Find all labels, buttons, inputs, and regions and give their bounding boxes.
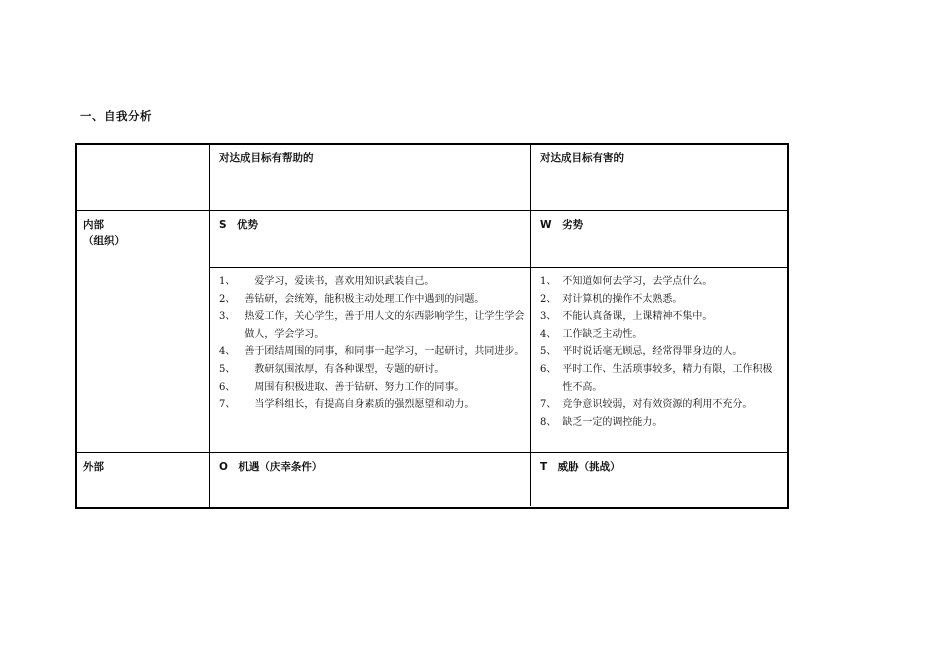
list-item — [540, 343, 780, 361]
row-label-external: 外部 — [83, 461, 104, 473]
list-item-text: 善钻研，会统筹，能积极主动处理工作中遇到的问题。 — [244, 293, 485, 305]
list-item — [540, 414, 780, 432]
header-harmful: 对达成目标有害的 — [540, 152, 624, 164]
list-item-text: 热爱工作，关心学生，善于用人文的东西影响学生，让学生学会做人，学会学习。 — [244, 311, 525, 340]
strengths-label: S 优势 — [219, 219, 259, 231]
list-item-number: 2、 — [540, 293, 557, 305]
list-item-number: 8、 — [540, 416, 557, 428]
weaknesses-list — [540, 273, 780, 431]
table-row-divider-1 — [77, 210, 787, 211]
list-item — [540, 326, 780, 344]
list-item-number: 2、 — [219, 293, 236, 305]
list-item-number: 3、 — [540, 311, 557, 323]
row-internal-subtitle: （组织） — [83, 235, 125, 247]
list-item-number: 6、 — [540, 363, 557, 375]
table-border-left — [75, 143, 77, 509]
list-item — [219, 396, 525, 414]
list-item — [540, 291, 780, 309]
list-item-number: 1、 — [540, 276, 557, 287]
list-item-number: 4、 — [540, 328, 557, 340]
list-item — [540, 361, 780, 396]
table-border-right — [787, 143, 789, 509]
weaknesses-label: W 劣势 — [540, 219, 584, 231]
table-border-bottom — [75, 507, 789, 509]
header-helpful: 对达成目标有帮助的 — [219, 152, 314, 164]
list-item — [219, 361, 525, 379]
list-item — [219, 343, 525, 361]
table-row-divider-3 — [77, 452, 787, 453]
list-item — [219, 273, 525, 291]
list-item-text: 不能认真备课，上课精神不集中。 — [562, 311, 713, 323]
list-item-number: 7、 — [540, 399, 557, 411]
table-row-divider-2 — [210, 267, 787, 268]
table-border-top — [75, 143, 789, 145]
list-item-text: 当学科组长，有提高自身素质的强烈愿望和动力。 — [244, 399, 475, 411]
list-item-text: 不知道如何去学习，去学点什么。 — [562, 276, 713, 287]
list-item — [540, 273, 780, 291]
threats-label: T 威胁（挑战） — [540, 461, 621, 473]
list-item — [219, 291, 525, 309]
list-item-text: 爱学习，爱读书，喜欢用知识武装自己。 — [244, 276, 435, 287]
list-item-text: 教研氛围浓厚，有各种课型，专题的研讨。 — [244, 363, 445, 375]
list-item-number: 3、 — [219, 311, 236, 323]
list-item-number: 4、 — [219, 346, 236, 358]
list-item-text: 工作缺乏主动性。 — [562, 328, 643, 340]
list-item-text: 善于团结周围的同事，和同事一起学习，一起研讨，共同进步。 — [244, 346, 525, 358]
list-item-number: 7、 — [219, 399, 236, 411]
list-item-text: 缺乏一定的调控能力。 — [562, 416, 663, 428]
table-col-divider-1 — [209, 145, 210, 509]
list-item — [540, 308, 780, 326]
list-item-number: 1、 — [219, 276, 236, 287]
row-internal-title: 内部 — [83, 219, 104, 231]
list-item-text: 平时说话毫无顾忌，经常得罪身边的人。 — [562, 346, 743, 358]
page-heading: 一、自我分析 — [80, 109, 152, 123]
list-item-number: 6、 — [219, 381, 236, 393]
strengths-list — [219, 273, 525, 414]
list-item-text: 竞争意识较弱，对有效资源的利用不充分。 — [562, 399, 753, 411]
list-item-text: 平时工作、生活琐事较多，精力有限，工作积极性不高。 — [562, 363, 773, 393]
list-item — [219, 379, 525, 397]
list-item — [540, 396, 780, 414]
row-label-internal — [83, 217, 125, 249]
list-item-number: 5、 — [540, 346, 557, 358]
list-item-text: 对计算机的操作不太熟悉。 — [562, 293, 683, 305]
list-item-text: 周围有积极进取、善于钻研、努力工作的同事。 — [244, 381, 465, 393]
opportunities-label: O 机遇（庆幸条件） — [219, 461, 323, 473]
list-item-number: 5、 — [219, 363, 236, 375]
list-item — [219, 308, 525, 343]
